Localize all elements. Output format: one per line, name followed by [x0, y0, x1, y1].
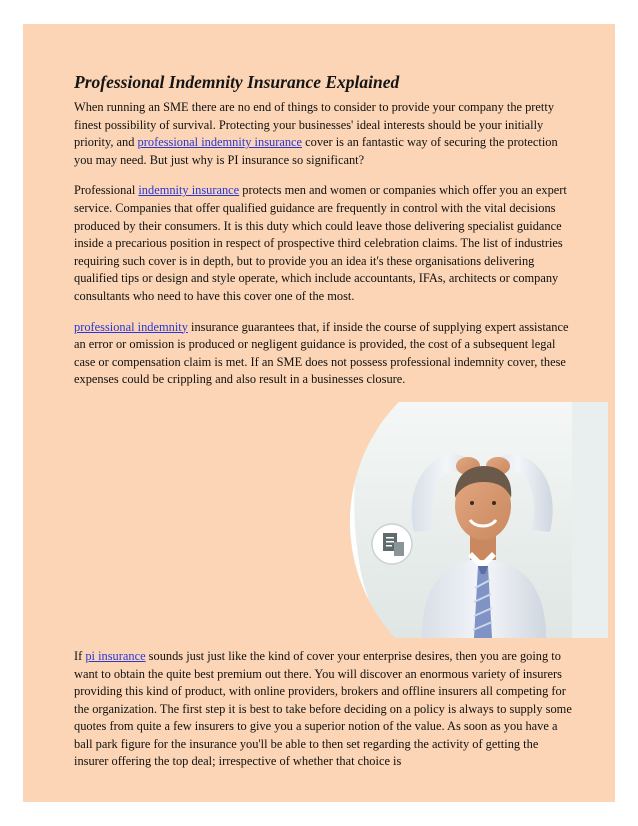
paragraph-1-text-after: cover is an fantastic way of securing the protection you may need. But just why is PI insurance so significant? — [74, 135, 558, 167]
article — [74, 72, 574, 784]
paragraph-2-text-before: Professional — [74, 183, 139, 198]
paragraph-1 — [74, 99, 574, 169]
paragraph-2-text-after: protects men and women or companies which offer you an expert service. Companies that offer qualified guidance are frequently in control with the vital decisions produced by their consumers. It is this duty which could leave those delivering specialist guidance inside a precarious position in respect of prospective third celebration claims. The list of industries requiring such cover is in depth, but to provide you an idea it's these organisations delivering qualified tips or design and style operate, which include accountants, IFAs, architects or company consultants who need to have this cover one of the most. — [74, 183, 567, 303]
businessman-image — [322, 402, 608, 638]
paragraph-2 — [74, 182, 574, 305]
document-icon — [372, 524, 412, 564]
paragraph-3 — [74, 319, 574, 389]
link-professional-indemnity[interactable]: professional indemnity — [74, 319, 188, 334]
paragraph-1-text-before: When running an SME there are no end of things to consider to provide your company the pretty finest possibility of survival. Protecting your businesses' ideal interests should be your initially priority, and — [74, 100, 555, 150]
link-professional-indemnity-insurance[interactable]: professional indemnity insurance — [137, 135, 303, 150]
paragraph-4 — [74, 648, 574, 771]
paragraph-4-text-before: If — [74, 648, 86, 663]
document-page — [23, 24, 615, 802]
link-indemnity-insurance[interactable]: indemnity insurance — [138, 183, 240, 198]
businessman-illustration — [322, 402, 608, 638]
paragraph-3-text-after: insurance guarantees that, if inside the course of supplying expert assistance an error or omission is produced or negligent guidance is provided, the cost of a subsequent legal case or compensation claim is met. If an SME does not possess professional indemnity cover, these expenses could be crippling and also result in a businesses closure. — [74, 319, 569, 387]
paragraph-4-text-after: sounds just just like the kind of cover your enterprise desires, then you are going to want to obtain the quite best premium out there. You will discover an enormous variety of insurers providing this kind of product, with online providers, brokers and offline insurers all competing for the organization. The first step it is best to take before deciding on a policy is always to supply some quotes from quite a few insurers to give you a superior notion of the value. As soon as you have a ball park figure for the insurance you'll be able to then set regarding the activity of getting the insurer offering the top deal; irrespective of whether that choice is — [74, 648, 572, 769]
link-pi-insurance[interactable]: pi insurance — [85, 648, 146, 663]
page-title: Professional Indemnity Insurance Explained — [74, 72, 400, 92]
